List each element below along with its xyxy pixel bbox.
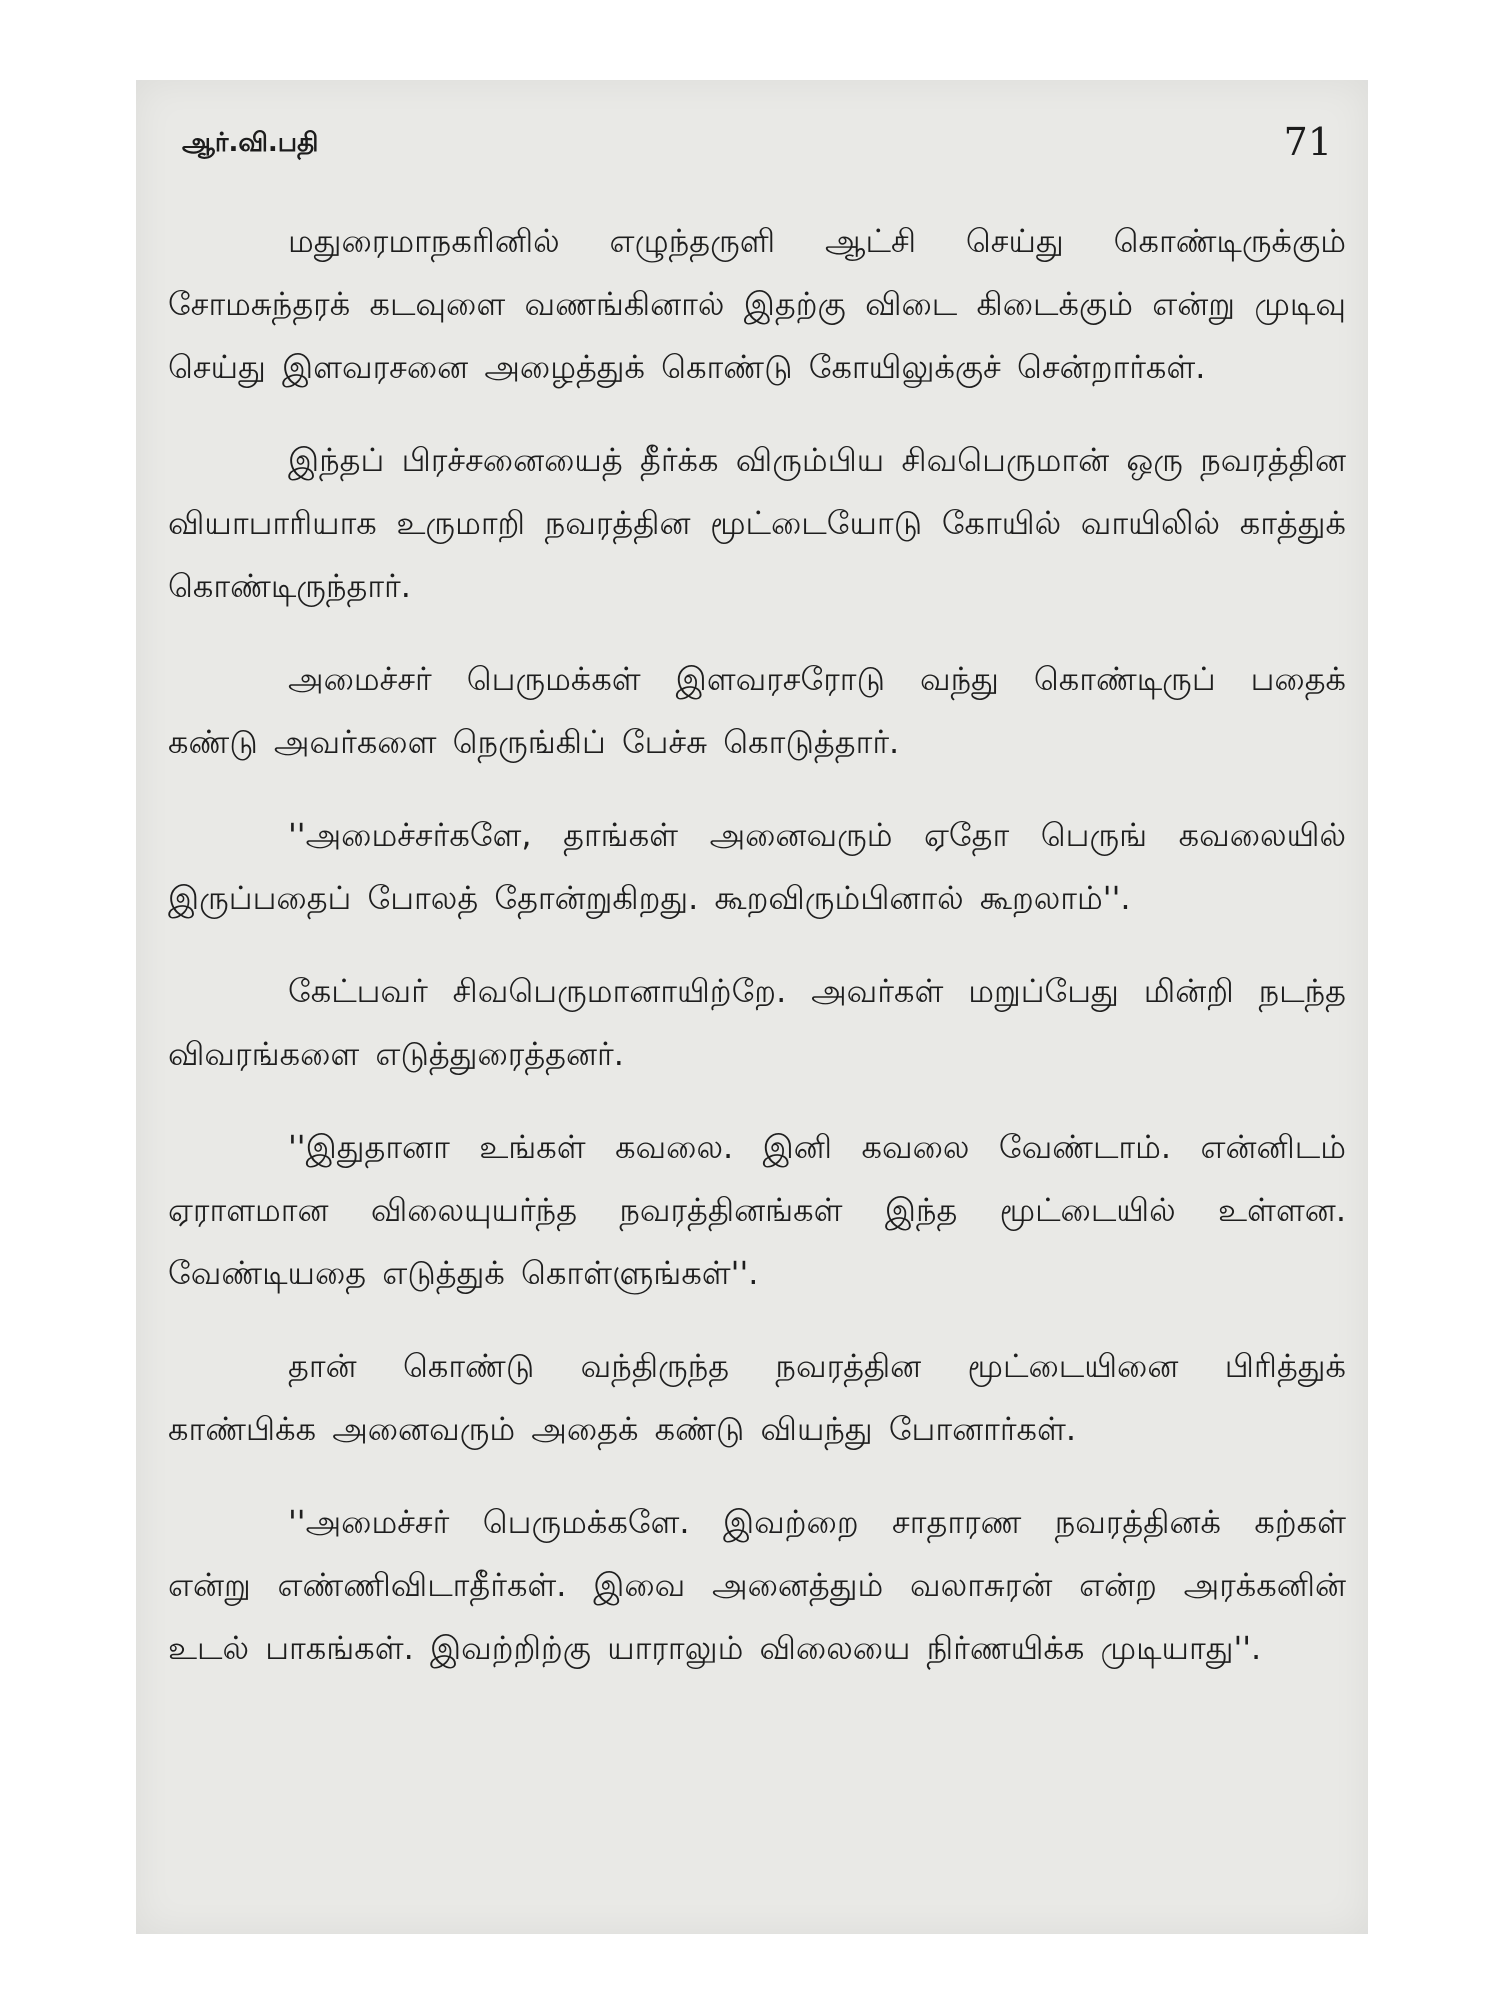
paragraph: மதுரைமாநகரினில் எழுந்தருளி ஆட்சி செய்து கொண்டிருக்கும் சோமசுந்தரக் கடவுளை வணங்கினால் இதற்கு விடை கிடைக்கும் என்று முடிவு செய்து இளவரசனை அழைத்துக் கொண்டு கோயிலுக்குச் சென்றார்கள். — [168, 222, 1346, 386]
paragraph: ''இதுதானா உங்கள் கவலை. இனி கவலை வேண்டாம். என்னிடம் ஏராளமான விலையுயர்ந்த நவரத்தினங்கள் இந்த மூட்டையில் உள்ளன. வேண்டியதை எடுத்துக் கொள்ளுங்கள்''. — [168, 1128, 1346, 1292]
body-text — [168, 210, 1346, 1710]
page-header — [182, 120, 1332, 180]
page-number: 71 — [1283, 120, 1332, 164]
paragraph: தான் கொண்டு வந்திருந்த நவரத்தின மூட்டையினை பிரித்துக் காண்பிக்க அனைவரும் அதைக் கண்டு வியந்து போனார்கள். — [168, 1347, 1346, 1448]
paragraph: ''அமைச்சர் பெருமக்களே. இவற்றை சாதாரண நவரத்தினக் கற்கள் என்று எண்ணிவிடாதீர்கள். இவை அனைத்தும் வலாசுரன் என்ற அரக்கனின் உடல் பாகங்கள். இவற்றிற்கு யாராலும் விலையை நிர்ணயிக்க முடியாது''. — [168, 1503, 1346, 1667]
paragraph: இந்தப் பிரச்சனையைத் தீர்க்க விரும்பிய சிவபெருமான் ஒரு நவரத்தின வியாபாரியாக உருமாறி நவரத்தின மூட்டையோடு கோயில் வாயிலில் காத்துக் கொண்டிருந்தார். — [168, 441, 1346, 605]
paragraph: அமைச்சர் பெருமக்கள் இளவரசரோடு வந்து கொண்டிருப் பதைக் கண்டு அவர்களை நெருங்கிப் பேச்சு கொடுத்தார். — [168, 660, 1346, 761]
paragraph: கேட்பவர் சிவபெருமானாயிற்றே. அவர்கள் மறுப்பேது மின்றி நடந்த விவரங்களை எடுத்துரைத்தனர். — [168, 972, 1346, 1073]
author-name: ஆர்.வி.பதி — [182, 128, 319, 158]
paragraph: ''அமைச்சர்களே, தாங்கள் அனைவரும் ஏதோ பெருங் கவலையில் இருப்பதைப் போலத் தோன்றுகிறது. கூறவிரும்பினால் கூறலாம்''. — [168, 816, 1346, 917]
